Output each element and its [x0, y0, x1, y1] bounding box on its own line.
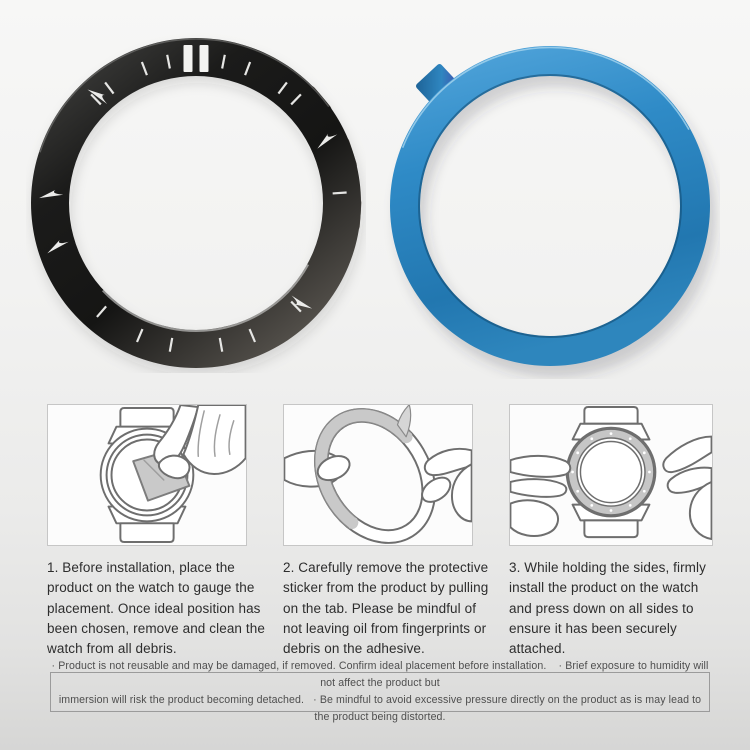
step3-illustration-panel	[509, 404, 713, 546]
fineprint-line2: immersion will risk the product becoming detached. · Be mindful to avoid excessive pressure directly on the product as is may lead to the product being distorted.	[58, 694, 705, 723]
fineprint-line1: · Product is not reusable and may be damaged, if removed. Confirm ideal placement before installation. · Brief exposure to humidity will not affect the product but	[51, 660, 712, 690]
fineprint-box	[50, 660, 712, 723]
black-bezel-ring	[26, 33, 366, 373]
step2-caption: 2. Carefully remove the protective sticker from the product by pulling on the tab. Please be mindful of not leaving oil from fingerprints or debris on the adhesive.	[283, 560, 489, 656]
step3-caption: 3. While holding the sides, firmly install the product on the watch and press down on all sides to ensure it has been securely attached.	[509, 560, 706, 656]
watch-strap-bottom	[584, 520, 637, 537]
left-finger-lower	[510, 479, 566, 497]
watch-strap-bottom	[120, 523, 173, 542]
left-thumb	[510, 500, 558, 536]
step2-illustration-panel	[283, 404, 473, 546]
step2-peel-sticker-drawing	[284, 405, 472, 545]
left-finger-upper	[510, 456, 570, 477]
black-ring-body	[31, 38, 361, 368]
step1-caption: 1. Before installation, place the product on the watch to gauge the placement. Once ideal position has been chosen, remove and clean the watch from all debris.	[47, 560, 265, 656]
watch-strap-top	[120, 408, 173, 427]
blue-bezel-ring	[380, 34, 720, 379]
right-palm	[452, 464, 472, 521]
step3-install-drawing	[510, 405, 712, 545]
watch-strap-top	[584, 407, 637, 424]
step1-clean-watch-drawing	[48, 405, 246, 545]
step1-illustration-panel	[47, 404, 247, 546]
